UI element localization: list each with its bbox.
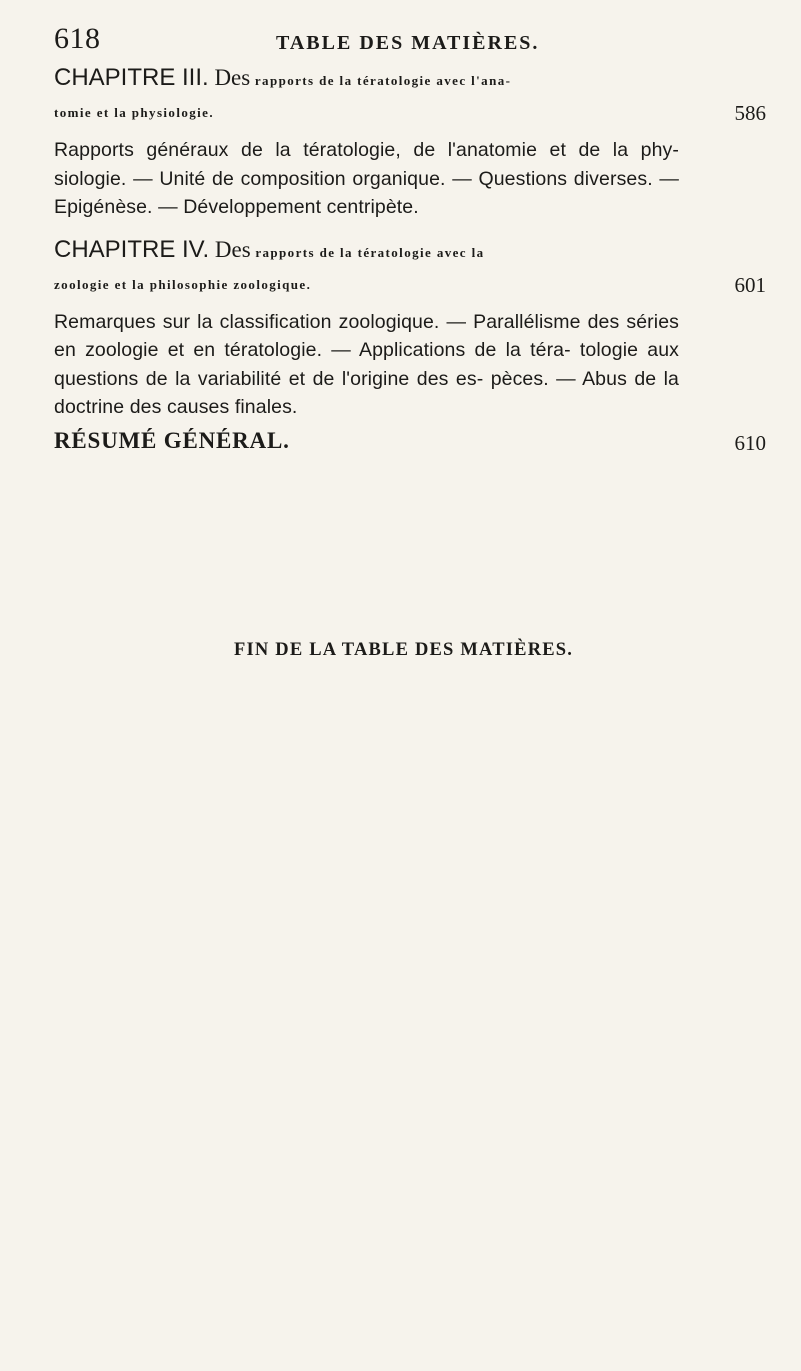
chapter-summary: Remarques sur la classification zoologique. — Parallélisme des séries en zoologie et en tératologie. — Applications de la téra- tologie aux questions de la variabilité et de l'origine des es- pèces. — Abus de la doctrine des causes finales.	[54, 310, 679, 418]
toc-entry-chapter-3	[54, 62, 766, 222]
entry-page-number: 610	[734, 430, 766, 455]
chapter-title-lead: Des	[214, 236, 251, 262]
entry-page-number: 586	[734, 101, 766, 125]
resume-label: RÉSUMÉ GÉNÉRAL.	[54, 427, 290, 453]
chapter-label: CHAPITRE III.	[54, 64, 209, 91]
entry-page-number: 601	[734, 272, 766, 297]
table-of-contents	[54, 62, 766, 458]
running-head	[54, 22, 766, 62]
chapter-heading-continued	[54, 269, 766, 301]
chapter-summary: Rapports généraux de la tératologie, de l'anatomie et de la phy- siologie. — Unité de composition organique. — Questions diverses. — Epigénèse. — Développement centripète.	[54, 139, 679, 218]
running-title: TABLE DES MATIÈRES.	[276, 32, 540, 54]
chapter-title-smallcaps: rapports de la tératologie avec la	[250, 244, 485, 260]
page-number: 618	[54, 22, 101, 55]
chapter-title-lead: Des	[214, 65, 251, 90]
toc-entry-resume	[54, 424, 766, 458]
end-note: FIN DE LA TABLE DES MATIÈRES.	[234, 640, 574, 660]
chapter-heading-continued	[54, 97, 766, 129]
chapter-heading	[54, 234, 766, 269]
chapter-heading	[54, 62, 766, 97]
chapter-title-smallcaps: rapports de la tératologie avec l'ana-	[250, 73, 512, 88]
toc-entry-chapter-4	[54, 234, 766, 422]
chapter-label: CHAPITRE IV.	[54, 235, 210, 263]
chapter-title-continued: zoologie et la philosophie zoologique.	[54, 276, 312, 292]
chapter-title-continued: tomie et la physiologie.	[54, 105, 214, 120]
